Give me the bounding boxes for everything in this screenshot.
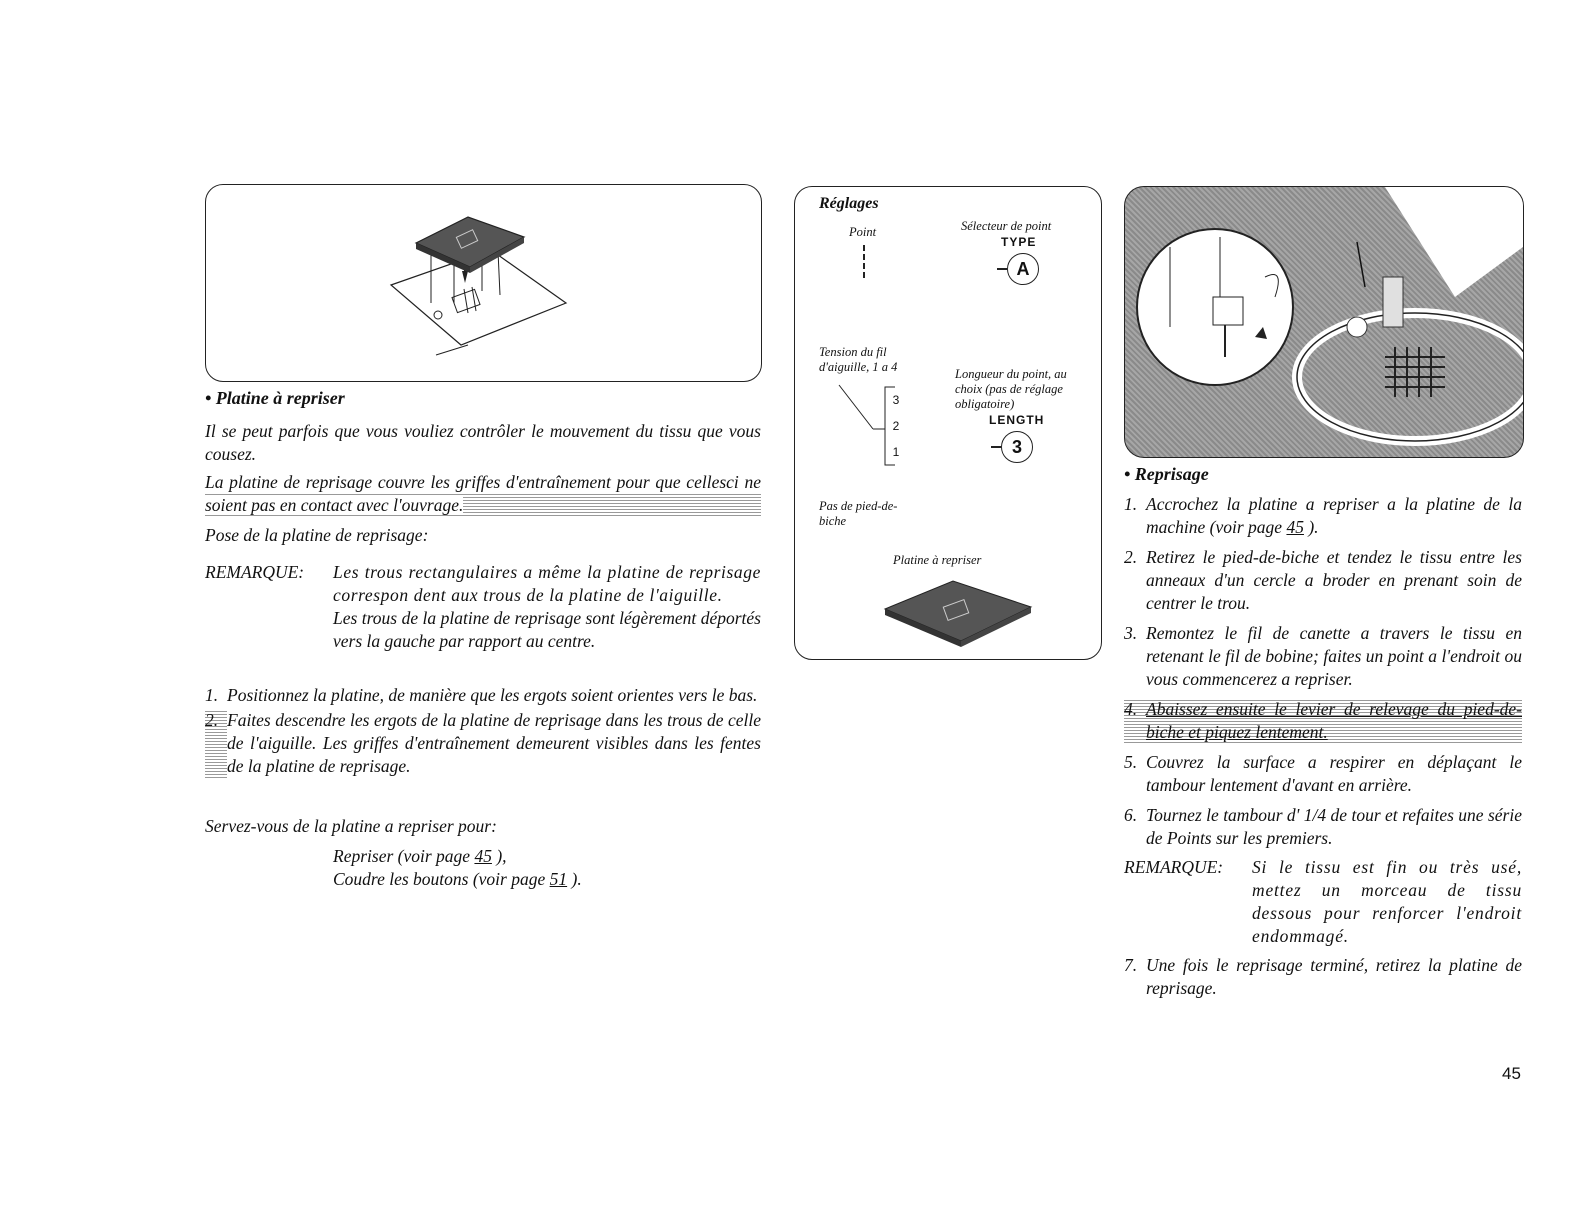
note-paragraph-1: Les trous rectangulaires a même la platine de reprisage correspon dent aux trous de la platine de l'aiguille. — [333, 562, 761, 605]
type-label: TYPE — [1001, 235, 1037, 249]
platine-intro: Il se peut parfois que vous vouliez contrôler le mouvement du tissu que vous cousez. — [205, 421, 761, 464]
darning-plate-small-illustration — [883, 579, 1033, 649]
list-item: 3. Remontez le fil de canette a travers le tissu en retenant le fil de bobine; faites un point a l'endroit ou vous commencerez a repriser. — [1124, 623, 1522, 689]
list-item: 5. Couvrez la surface a respirer en déplaçant le tambour lentement d'avant en arrière. — [1124, 752, 1522, 795]
darning-plate-illustration — [206, 185, 761, 381]
dial-number: 1 — [892, 445, 900, 459]
platine-note — [205, 561, 761, 653]
reprisage-note — [1124, 856, 1522, 948]
list-item: 4. Abaissez ensuite le levier de relevage du pied-de-biche et piquez lentement. — [1124, 699, 1522, 742]
reprisage-photo — [1124, 186, 1524, 458]
point-label: Point — [849, 225, 877, 239]
pose-title: Pose de la platine de reprisage: — [205, 525, 429, 545]
point-indicator — [863, 245, 865, 279]
dial-number: 2 — [892, 419, 900, 433]
selector-label: Sélecteur de point — [961, 219, 1052, 233]
hoop-illustration — [1125, 187, 1523, 457]
tension-label: Tension du fil d'aiguille, 1 a 4 — [819, 345, 898, 374]
platine-steps — [205, 684, 761, 778]
list-item: 6. Tournez le tambour d' 1/4 de tour et refaites une série de Points sur les premiers. — [1124, 805, 1522, 848]
settings-box — [794, 186, 1102, 660]
list-item: 1. Accrochez la platine a repriser a la platine de la machine (voir page 45 ). — [1124, 494, 1522, 537]
reprisage-steps — [1124, 493, 1522, 1000]
note-text: Si le tissu est fin ou très usé, mettez un morceau de tissu dessous pour renforcer l'endroit endommagé. — [1252, 857, 1522, 946]
list-item: 2. Faites descendre les ergots de la platine de reprisage dans les trous de celle de l'aiguille. Les griffes d'entraînement demeurent visibles dans les fentes de la platine de reprisage. — [205, 710, 761, 776]
platine-heading: • Platine à repriser — [205, 388, 345, 408]
list-item: 1. Positionnez la platine, de manière que les ergots soient orientes vers le bas. — [205, 685, 758, 705]
page-number: 45 — [1502, 1064, 1521, 1083]
platine-intro-2: La platine de reprisage couvre les griffes d'entraînement pour que cellesci ne soient pas en contact avec l'ouvrage. — [205, 472, 761, 515]
page-link-45[interactable]: 45 — [474, 846, 492, 866]
length-dial-marker — [991, 446, 1001, 448]
foot-label: Pas de pied-de-biche — [819, 499, 898, 528]
length-label: LENGTH — [989, 413, 1045, 427]
platine-illustration-frame — [205, 184, 762, 382]
note-label: REMARQUE: — [205, 562, 305, 582]
dial-number: 3 — [892, 393, 900, 407]
settings-title: Réglages — [819, 195, 879, 212]
list-item: 7. Une fois le reprisage terminé, retirez la platine de reprisage. — [1124, 955, 1522, 998]
note-label: REMARQUE: — [1124, 857, 1224, 877]
page-link-51[interactable]: 51 — [549, 869, 568, 889]
use-item-darn: Repriser (voir page 45 ), — [333, 846, 507, 866]
note-paragraph-2: Les trous de la platine de reprisage sont légèrement déportés vers la gauche par rapport au centre. — [333, 608, 761, 651]
type-dial: A — [1007, 253, 1039, 285]
use-intro: Servez-vous de la platine a repriser pour: — [205, 816, 497, 836]
type-dial-marker — [997, 268, 1007, 270]
use-item-buttons: Coudre les boutons (voir page 51 ). — [333, 869, 582, 889]
plate-label: Platine à repriser — [893, 553, 982, 567]
reprisage-heading: • Reprisage — [1124, 464, 1209, 484]
list-item: 2. Retirez le pied-de-biche et tendez le tissu entre les anneaux d'un cercle a broder en prenant soin de centrer le trou. — [1124, 547, 1522, 613]
tension-dial-numbers — [885, 387, 907, 465]
length-dial: 3 — [1001, 431, 1033, 463]
length-description: Longueur du point, au choix (pas de réglage obligatoire) — [955, 367, 1067, 411]
page-link-45[interactable]: 45 — [1286, 517, 1304, 537]
